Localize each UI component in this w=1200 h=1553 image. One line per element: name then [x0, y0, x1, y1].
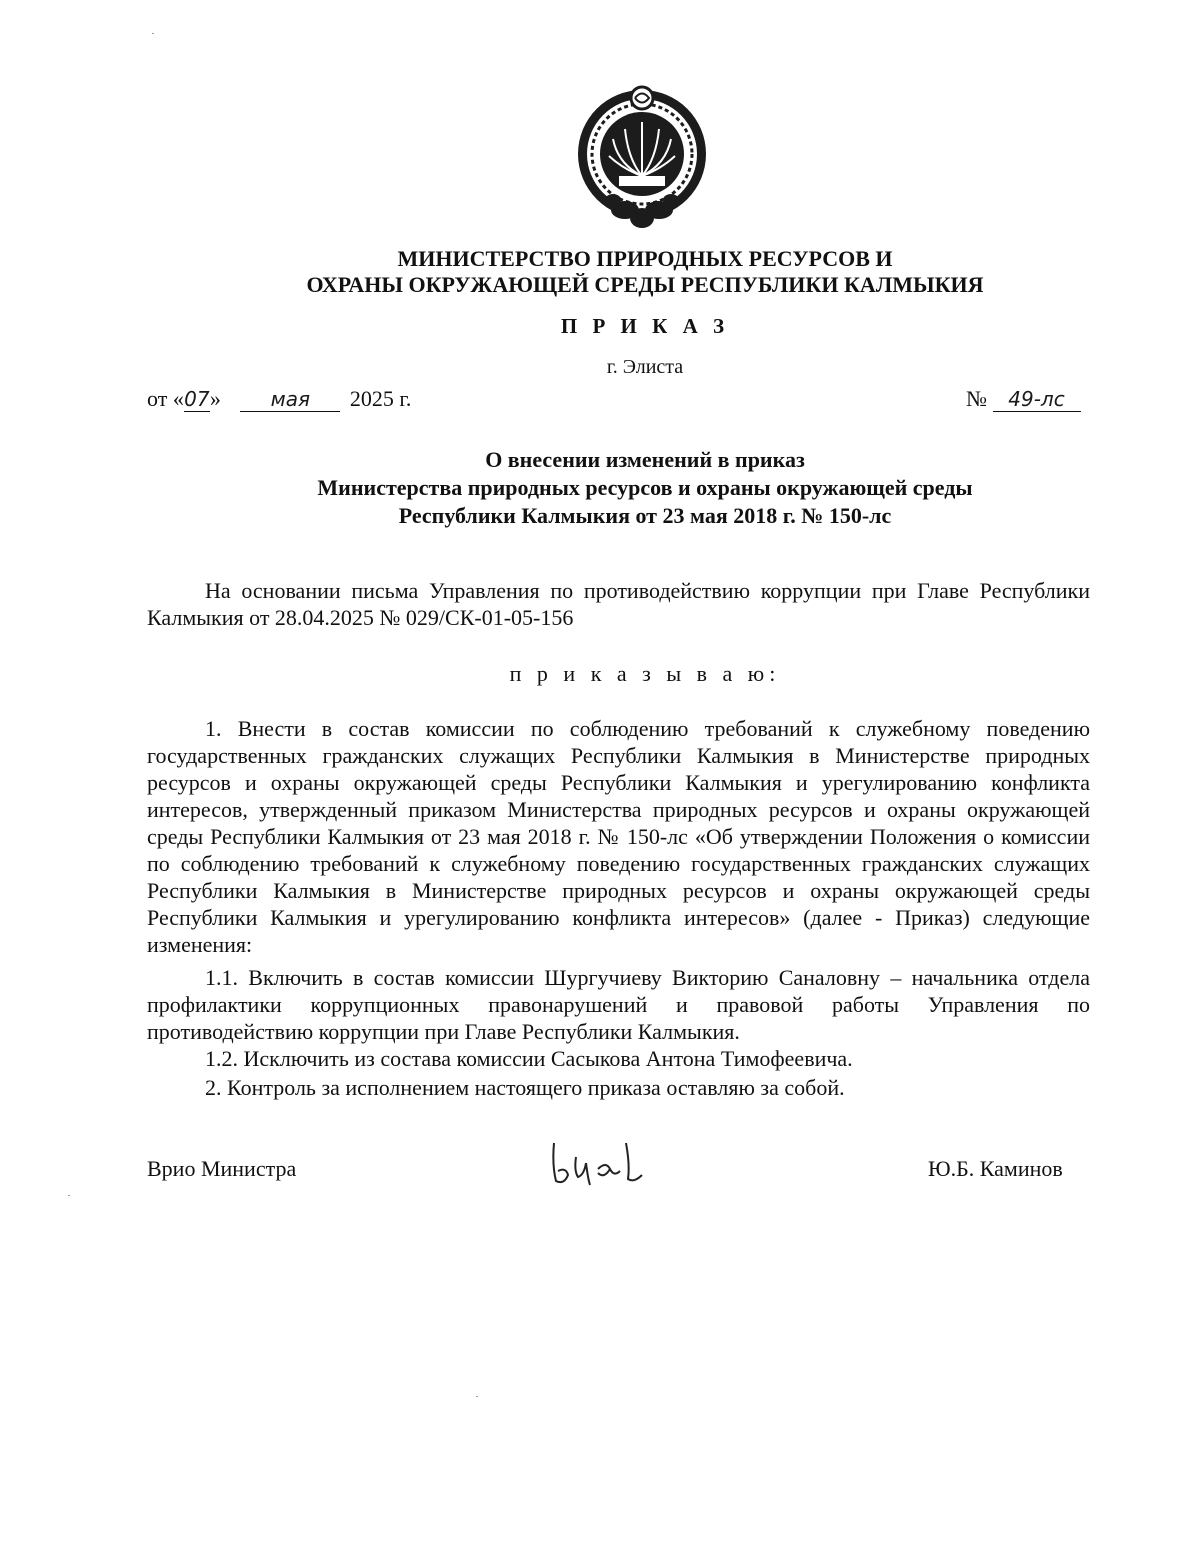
order-date: [147, 386, 411, 412]
date-prefix: от «: [147, 386, 184, 411]
item-1-1: 1.1. Включить в состав комиссии Шургучиеву Викторию Саналовну – начальника отдела профилактики коррупционных правонарушений и правовой работы Управления по противодействию коррупции при Главе Республики Калмыкия.: [147, 965, 1090, 1044]
date-day: 07: [184, 387, 210, 411]
scan-speck: [68, 1195, 70, 1196]
item-1-2: 1.2. Исключить из состава комиссии Сасыкова Антона Тимофеевича.: [205, 1046, 853, 1071]
kalmykia-emblem-icon: [573, 84, 711, 232]
document-type: П Р И К А З: [560, 314, 730, 338]
date-middle: »: [209, 386, 221, 411]
city: г. Элиста: [606, 356, 684, 378]
basis-paragraph: На основании письма Управления по противодействию коррупции при Главе Республики Калмыкия от 28.04.2025 № 029/СК-01-05-156: [147, 578, 1090, 630]
date-year: 2025 г.: [349, 386, 412, 411]
number-prefix: №: [966, 386, 987, 411]
order-number: [966, 386, 1081, 412]
item-1: 1. Внести в состав комиссии по соблюдению требований к служебному поведению государственных гражданских служащих Республики Калмыкия в Министерстве природных ресурсов и охраны окружающей среды Республики Калмыкия и урегулированию конфликта интересов, утвержденный приказом Министерства природных ресурсов и охраны окружающей среды Республики Калмыкия от 23 мая 2018 г. № 150-лс «Об утверждении Положения о комиссии по соблюдению требований к служебному поведению государственных гражданских служащих Республики Калмыкия в Министерстве природных ресурсов и охраны окружающей среды Республики Калмыкия и урегулированию конфликта интересов» (далее - Приказ) следующие изменения:: [147, 716, 1090, 957]
scan-speck: [152, 33, 154, 34]
decree-word: п р и к а з ы в а ю:: [509, 661, 781, 686]
date-month: мая: [240, 387, 340, 412]
scan-speck: [476, 1396, 478, 1397]
signatory-name: Ю.Б. Каминов: [928, 1156, 1063, 1181]
subject-line2: Министерства природных ресурсов и охраны окружающей среды: [317, 475, 973, 500]
signatory-position: Врио Министра: [147, 1156, 297, 1181]
subject-line3: Республики Калмыкия от 23 мая 2018 г. № 150-лс: [398, 503, 892, 528]
ministry-name-line1: МИНИСТЕРСТВО ПРИРОДНЫХ РЕСУРСОВ И: [397, 246, 893, 271]
ministry-name-line2: ОХРАНЫ ОКРУЖАЮЩЕЙ СРЕДЫ РЕСПУБЛИКИ КАЛМЫКИЯ: [306, 272, 984, 297]
order-subject: [150, 446, 1140, 530]
item-2: 2. Контроль за исполнением настоящего приказа оставляю за собой.: [205, 1075, 845, 1100]
handwritten-signature: [548, 1135, 648, 1190]
number-value: 49-лс: [993, 387, 1081, 412]
subject-line1: О внесении изменений в приказ: [485, 447, 805, 472]
